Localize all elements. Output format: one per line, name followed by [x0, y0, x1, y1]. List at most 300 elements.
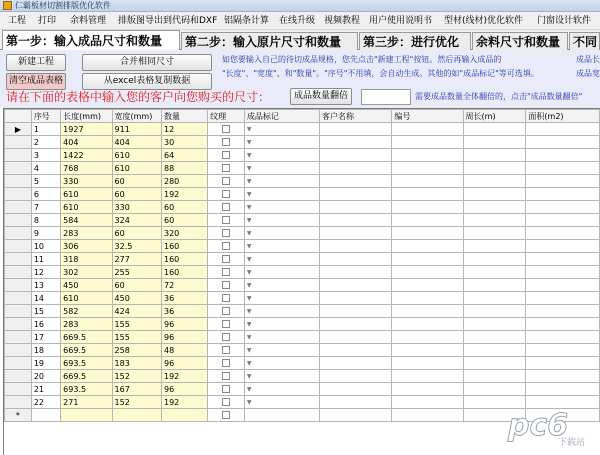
table-row[interactable] — [5, 149, 600, 162]
cell-width[interactable]: 167 — [112, 383, 161, 396]
cell-perimeter[interactable] — [463, 227, 526, 240]
cell-index[interactable]: 8 — [31, 214, 60, 227]
cell-perimeter[interactable] — [463, 188, 526, 201]
grain-checkbox[interactable] — [222, 203, 230, 211]
cell-grain[interactable] — [208, 409, 245, 422]
cell-grain[interactable] — [208, 188, 245, 201]
cell-product-mark[interactable] — [244, 318, 319, 331]
cell-code[interactable] — [392, 240, 463, 253]
cell-area[interactable] — [526, 266, 600, 279]
table-row[interactable] — [5, 383, 600, 396]
cell-code[interactable] — [392, 318, 463, 331]
cell-length[interactable]: 610 — [61, 188, 112, 201]
cell-width[interactable]: 152 — [112, 396, 161, 409]
double-quantity-button[interactable]: 成品数量翻倍 — [290, 88, 352, 105]
cell-area[interactable] — [526, 240, 600, 253]
cell-code[interactable] — [392, 253, 463, 266]
cell-customer[interactable] — [320, 175, 392, 188]
cell-length[interactable]: 693.5 — [61, 383, 112, 396]
grain-checkbox[interactable] — [222, 216, 230, 224]
cell-product-mark[interactable] — [244, 175, 319, 188]
table-row[interactable] — [5, 175, 600, 188]
cell-area[interactable] — [526, 175, 600, 188]
cell-index[interactable]: 17 — [31, 331, 60, 344]
cell-grain[interactable] — [208, 266, 245, 279]
header-quantity[interactable]: 数量 — [162, 110, 208, 123]
cell-width[interactable]: 32.5 — [112, 240, 161, 253]
dropdown-arrow-icon[interactable]: ▼ — [246, 334, 252, 341]
cell-index[interactable]: 6 — [31, 188, 60, 201]
cell-perimeter[interactable] — [463, 214, 526, 227]
grain-checkbox[interactable] — [222, 151, 230, 159]
cell-area[interactable] — [526, 292, 600, 305]
cell-product-mark[interactable] — [244, 279, 319, 292]
row-selector[interactable] — [5, 227, 32, 240]
cell-grain[interactable] — [208, 305, 245, 318]
cell-customer[interactable] — [320, 227, 392, 240]
cell-index[interactable]: 1 — [31, 123, 60, 136]
grain-checkbox[interactable] — [222, 359, 230, 367]
cell-width[interactable]: 155 — [112, 331, 161, 344]
cell-code[interactable] — [392, 123, 463, 136]
cell-grain[interactable] — [208, 136, 245, 149]
copy-from-excel-button[interactable]: 从excel表格复制数据 — [82, 73, 212, 90]
cell-code[interactable] — [392, 357, 463, 370]
cell-index[interactable]: 15 — [31, 305, 60, 318]
dropdown-arrow-icon[interactable]: ▼ — [246, 269, 252, 276]
cell-product-mark[interactable] — [244, 357, 319, 370]
cell-area[interactable] — [526, 253, 600, 266]
cell-length[interactable]: 306 — [61, 240, 112, 253]
cell-grain[interactable] — [208, 201, 245, 214]
table-row[interactable] — [5, 123, 600, 136]
row-selector[interactable] — [5, 149, 32, 162]
dropdown-arrow-icon[interactable]: ▼ — [246, 230, 252, 237]
cell-length[interactable]: 330 — [61, 175, 112, 188]
cell-index[interactable]: 9 — [31, 227, 60, 240]
cell-length[interactable]: 768 — [61, 162, 112, 175]
cell-perimeter[interactable] — [463, 240, 526, 253]
cell-product-mark[interactable] — [244, 396, 319, 409]
cell-length[interactable]: 669.5 — [61, 344, 112, 357]
cell-area[interactable] — [526, 123, 600, 136]
cell-grain[interactable] — [208, 279, 245, 292]
cell-perimeter[interactable] — [463, 292, 526, 305]
cell-code[interactable] — [392, 214, 463, 227]
cell-index[interactable]: 2 — [31, 136, 60, 149]
header-area[interactable]: 面积(m2) — [526, 110, 600, 123]
cell-grain[interactable] — [208, 292, 245, 305]
cell-length[interactable]: 669.5 — [61, 331, 112, 344]
grain-checkbox[interactable] — [222, 138, 230, 146]
grain-checkbox[interactable] — [222, 125, 230, 133]
tab-step1[interactable]: 第一步：输入成品尺寸和数量 — [2, 30, 180, 50]
cell-grain[interactable] — [208, 344, 245, 357]
cell-width[interactable]: 277 — [112, 253, 161, 266]
grain-checkbox[interactable] — [222, 333, 230, 341]
cell-index[interactable]: 14 — [31, 292, 60, 305]
cell-customer[interactable] — [320, 370, 392, 383]
cell-customer[interactable] — [320, 357, 392, 370]
grain-checkbox[interactable] — [222, 242, 230, 250]
cell-customer[interactable] — [320, 149, 392, 162]
cell-perimeter[interactable] — [463, 149, 526, 162]
cell-width[interactable]: 152 — [112, 370, 161, 383]
dropdown-arrow-icon[interactable]: ▼ — [246, 360, 252, 367]
cell-index[interactable]: 20 — [31, 370, 60, 383]
cell-quantity[interactable]: 96 — [162, 383, 208, 396]
table-row[interactable] — [5, 214, 600, 227]
grain-checkbox[interactable] — [222, 164, 230, 172]
table-row[interactable] — [5, 305, 600, 318]
cell-width[interactable]: 610 — [112, 162, 161, 175]
cell-grain[interactable] — [208, 240, 245, 253]
cell-customer[interactable] — [320, 201, 392, 214]
dropdown-arrow-icon[interactable]: ▼ — [246, 308, 252, 315]
row-selector[interactable] — [5, 136, 32, 149]
header-index[interactable]: 序号 — [31, 110, 60, 123]
grain-checkbox[interactable] — [222, 372, 230, 380]
dropdown-arrow-icon[interactable]: ▼ — [246, 347, 252, 354]
row-selector[interactable] — [5, 175, 32, 188]
row-selector[interactable] — [5, 162, 32, 175]
new-row-cell[interactable] — [392, 409, 463, 422]
table-row[interactable] — [5, 162, 600, 175]
cell-perimeter[interactable] — [463, 136, 526, 149]
cell-grain[interactable] — [208, 383, 245, 396]
cell-quantity[interactable]: 36 — [162, 292, 208, 305]
cell-quantity[interactable]: 60 — [162, 201, 208, 214]
dropdown-arrow-icon[interactable]: ▼ — [246, 295, 252, 302]
cell-perimeter[interactable] — [463, 344, 526, 357]
table-row[interactable] — [5, 188, 600, 201]
cell-quantity[interactable]: 96 — [162, 357, 208, 370]
row-selector[interactable] — [5, 318, 32, 331]
cell-width[interactable]: 610 — [112, 149, 161, 162]
cell-quantity[interactable]: 30 — [162, 136, 208, 149]
cell-length[interactable]: 318 — [61, 253, 112, 266]
cell-perimeter[interactable] — [463, 383, 526, 396]
header-perimeter[interactable]: 周长(m) — [463, 110, 526, 123]
merge-same-button[interactable]: 合并相同尺寸 — [82, 54, 212, 71]
cell-width[interactable]: 330 — [112, 201, 161, 214]
cell-code[interactable] — [392, 162, 463, 175]
row-selector[interactable]: ▶ — [5, 123, 32, 136]
cell-code[interactable] — [392, 279, 463, 292]
grain-checkbox[interactable] — [222, 255, 230, 263]
cell-perimeter[interactable] — [463, 266, 526, 279]
table-row[interactable] — [5, 331, 600, 344]
cell-index[interactable]: 12 — [31, 266, 60, 279]
row-selector[interactable] — [5, 357, 32, 370]
cell-code[interactable] — [392, 344, 463, 357]
cell-index[interactable]: 13 — [31, 279, 60, 292]
cell-area[interactable] — [526, 305, 600, 318]
row-selector[interactable] — [5, 214, 32, 227]
cell-customer[interactable] — [320, 214, 392, 227]
cell-grain[interactable] — [208, 396, 245, 409]
dropdown-arrow-icon[interactable]: ▼ — [246, 191, 252, 198]
cell-product-mark[interactable] — [244, 214, 319, 227]
cell-customer[interactable] — [320, 162, 392, 175]
cell-grain[interactable] — [208, 357, 245, 370]
cell-quantity[interactable]: 72 — [162, 279, 208, 292]
cell-area[interactable] — [526, 188, 600, 201]
cell-grain[interactable] — [208, 123, 245, 136]
cell-product-mark[interactable] — [244, 305, 319, 318]
cell-width[interactable]: 60 — [112, 188, 161, 201]
cell-quantity[interactable]: 48 — [162, 344, 208, 357]
cell-width[interactable]: 183 — [112, 357, 161, 370]
grain-checkbox[interactable] — [222, 294, 230, 302]
table-row[interactable] — [5, 136, 600, 149]
cell-code[interactable] — [392, 227, 463, 240]
cell-code[interactable] — [392, 188, 463, 201]
cell-area[interactable] — [526, 318, 600, 331]
header-product-mark[interactable]: 成品标记 — [244, 110, 319, 123]
cell-grain[interactable] — [208, 331, 245, 344]
clear-table-button[interactable]: 清空成品表格 — [6, 73, 66, 90]
cell-product-mark[interactable] — [244, 149, 319, 162]
cell-index[interactable]: 5 — [31, 175, 60, 188]
cell-perimeter[interactable] — [463, 162, 526, 175]
header-grain[interactable]: 纹理 — [208, 110, 245, 123]
cell-quantity[interactable]: 64 — [162, 149, 208, 162]
cell-width[interactable]: 60 — [112, 279, 161, 292]
cell-grain[interactable] — [208, 149, 245, 162]
grain-checkbox[interactable] — [222, 268, 230, 276]
cell-grain[interactable] — [208, 370, 245, 383]
row-selector[interactable] — [5, 331, 32, 344]
cell-quantity[interactable]: 192 — [162, 396, 208, 409]
cell-area[interactable] — [526, 357, 600, 370]
cell-area[interactable] — [526, 149, 600, 162]
dropdown-arrow-icon[interactable]: ▼ — [246, 243, 252, 250]
table-row[interactable] — [5, 240, 600, 253]
menu-manual[interactable]: 用户使用说明书 — [369, 16, 433, 26]
cell-length[interactable]: 610 — [61, 201, 112, 214]
dropdown-arrow-icon[interactable]: ▼ — [246, 126, 252, 133]
dropdown-arrow-icon[interactable]: ▼ — [246, 152, 252, 159]
cell-quantity[interactable]: 60 — [162, 214, 208, 227]
cell-code[interactable] — [392, 305, 463, 318]
cell-area[interactable] — [526, 227, 600, 240]
cell-area[interactable] — [526, 344, 600, 357]
cell-index[interactable]: 7 — [31, 201, 60, 214]
cell-perimeter[interactable] — [463, 331, 526, 344]
table-row[interactable] — [5, 318, 600, 331]
cell-product-mark[interactable] — [244, 136, 319, 149]
cell-perimeter[interactable] — [463, 175, 526, 188]
cell-area[interactable] — [526, 201, 600, 214]
cell-length[interactable]: 582 — [61, 305, 112, 318]
row-selector[interactable] — [5, 266, 32, 279]
cell-perimeter[interactable] — [463, 253, 526, 266]
cell-area[interactable] — [526, 370, 600, 383]
dropdown-arrow-icon[interactable]: ▼ — [246, 399, 252, 406]
table-row[interactable] — [5, 279, 600, 292]
cell-product-mark[interactable] — [244, 227, 319, 240]
new-row-cell[interactable] — [320, 409, 392, 422]
cell-customer[interactable] — [320, 383, 392, 396]
row-selector[interactable] — [5, 279, 32, 292]
dropdown-arrow-icon[interactable]: ▼ — [246, 204, 252, 211]
cell-code[interactable] — [392, 266, 463, 279]
cell-length[interactable]: 669.5 — [61, 370, 112, 383]
row-selector[interactable] — [5, 240, 32, 253]
cell-grain[interactable] — [208, 227, 245, 240]
menu-video[interactable]: 视频教程 — [324, 16, 361, 26]
cell-length[interactable]: 584 — [61, 214, 112, 227]
cell-perimeter[interactable] — [463, 318, 526, 331]
cell-perimeter[interactable] — [463, 305, 526, 318]
dropdown-arrow-icon[interactable]: ▼ — [246, 178, 252, 185]
table-row[interactable] — [5, 253, 600, 266]
dropdown-arrow-icon[interactable]: ▼ — [246, 373, 252, 380]
cell-grain[interactable] — [208, 318, 245, 331]
cell-perimeter[interactable] — [463, 123, 526, 136]
cell-width[interactable]: 424 — [112, 305, 161, 318]
cell-customer[interactable] — [320, 292, 392, 305]
cell-length[interactable]: 450 — [61, 279, 112, 292]
grain-checkbox[interactable] — [222, 281, 230, 289]
cell-length[interactable]: 283 — [61, 227, 112, 240]
cell-customer[interactable] — [320, 331, 392, 344]
new-row-cell[interactable] — [162, 409, 208, 422]
row-selector[interactable] — [5, 292, 32, 305]
cell-product-mark[interactable] — [244, 344, 319, 357]
cell-perimeter[interactable] — [463, 370, 526, 383]
cell-index[interactable]: 10 — [31, 240, 60, 253]
cell-customer[interactable] — [320, 253, 392, 266]
menu-project[interactable]: 工程 — [8, 16, 27, 26]
dropdown-arrow-icon[interactable]: ▼ — [246, 386, 252, 393]
grain-checkbox[interactable] — [222, 190, 230, 198]
new-row-cell[interactable] — [31, 409, 60, 422]
cell-quantity[interactable]: 88 — [162, 162, 208, 175]
cell-customer[interactable] — [320, 396, 392, 409]
cell-product-mark[interactable] — [244, 240, 319, 253]
cell-index[interactable]: 18 — [31, 344, 60, 357]
new-row-marker[interactable]: * — [5, 409, 32, 422]
cell-width[interactable]: 450 — [112, 292, 161, 305]
table-row[interactable] — [5, 370, 600, 383]
menu-profile-software[interactable]: 型材(线材)优化软件 — [444, 16, 524, 26]
menu-online-upgrade[interactable]: 在线升级 — [279, 16, 316, 26]
cell-quantity[interactable]: 96 — [162, 318, 208, 331]
cell-customer[interactable] — [320, 240, 392, 253]
cell-index[interactable]: 11 — [31, 253, 60, 266]
row-selector[interactable] — [5, 344, 32, 357]
cell-perimeter[interactable] — [463, 201, 526, 214]
cell-length[interactable]: 271 — [61, 396, 112, 409]
cell-area[interactable] — [526, 214, 600, 227]
cell-index[interactable]: 4 — [31, 162, 60, 175]
tab-more[interactable]: 不同 — [569, 32, 600, 50]
cell-customer[interactable] — [320, 344, 392, 357]
cell-width[interactable]: 60 — [112, 175, 161, 188]
menu-remnant[interactable]: 余料管理 — [70, 16, 107, 26]
cell-product-mark[interactable] — [244, 188, 319, 201]
table-row[interactable] — [5, 227, 600, 240]
dropdown-arrow-icon[interactable]: ▼ — [246, 165, 252, 172]
table-row[interactable] — [5, 201, 600, 214]
menu-print[interactable]: 打印 — [38, 16, 57, 26]
cell-quantity[interactable]: 36 — [162, 305, 208, 318]
cell-code[interactable] — [392, 175, 463, 188]
dropdown-arrow-icon[interactable]: ▼ — [246, 256, 252, 263]
cell-area[interactable] — [526, 136, 600, 149]
tab-step2[interactable]: 第二步：输入原片尺寸和数量 — [181, 32, 358, 50]
cell-length[interactable]: 404 — [61, 136, 112, 149]
cell-grain[interactable] — [208, 162, 245, 175]
cell-code[interactable] — [392, 396, 463, 409]
cell-perimeter[interactable] — [463, 357, 526, 370]
row-selector[interactable] — [5, 201, 32, 214]
cell-product-mark[interactable] — [244, 292, 319, 305]
cell-length[interactable]: 1927 — [61, 123, 112, 136]
cell-length[interactable]: 302 — [61, 266, 112, 279]
cell-perimeter[interactable] — [463, 279, 526, 292]
grain-checkbox[interactable] — [222, 385, 230, 393]
cell-code[interactable] — [392, 331, 463, 344]
cell-quantity[interactable]: 96 — [162, 331, 208, 344]
cell-quantity[interactable]: 192 — [162, 370, 208, 383]
cell-customer[interactable] — [320, 136, 392, 149]
cell-customer[interactable] — [320, 188, 392, 201]
table-row[interactable] — [5, 344, 600, 357]
row-selector[interactable] — [5, 383, 32, 396]
table-row[interactable] — [5, 266, 600, 279]
table-row[interactable] — [5, 357, 600, 370]
tab-step3[interactable]: 第三步：进行优化 — [359, 32, 471, 50]
grain-checkbox[interactable] — [222, 229, 230, 237]
dropdown-arrow-icon[interactable]: ▼ — [246, 321, 252, 328]
grain-checkbox[interactable] — [222, 398, 230, 406]
grain-checkbox[interactable] — [222, 411, 230, 419]
new-row-cell[interactable] — [112, 409, 161, 422]
cell-product-mark[interactable] — [244, 383, 319, 396]
cell-code[interactable] — [392, 201, 463, 214]
cell-code[interactable] — [392, 136, 463, 149]
new-project-button[interactable]: 新建工程 — [6, 54, 66, 71]
cell-length[interactable]: 283 — [61, 318, 112, 331]
cell-customer[interactable] — [320, 266, 392, 279]
cell-code[interactable] — [392, 149, 463, 162]
cell-product-mark[interactable] — [244, 331, 319, 344]
cell-width[interactable]: 155 — [112, 318, 161, 331]
tab-remnant[interactable]: 余料尺寸和数量 — [472, 32, 568, 50]
new-row-cell[interactable] — [244, 409, 319, 422]
grain-checkbox[interactable] — [222, 346, 230, 354]
cell-index[interactable]: 22 — [31, 396, 60, 409]
cell-quantity[interactable]: 12 — [162, 123, 208, 136]
menu-export-dxf[interactable]: 排版图导出到代码和DXF — [118, 16, 218, 26]
cell-customer[interactable] — [320, 305, 392, 318]
row-selector[interactable] — [5, 396, 32, 409]
cell-quantity[interactable]: 160 — [162, 266, 208, 279]
header-code[interactable]: 编号 — [392, 110, 463, 123]
cell-width[interactable]: 324 — [112, 214, 161, 227]
cell-grain[interactable] — [208, 175, 245, 188]
cell-width[interactable]: 404 — [112, 136, 161, 149]
cell-product-mark[interactable] — [244, 266, 319, 279]
cell-length[interactable]: 610 — [61, 292, 112, 305]
row-selector[interactable] — [5, 370, 32, 383]
cell-width[interactable]: 60 — [112, 227, 161, 240]
cell-product-mark[interactable] — [244, 123, 319, 136]
cell-quantity[interactable]: 192 — [162, 188, 208, 201]
